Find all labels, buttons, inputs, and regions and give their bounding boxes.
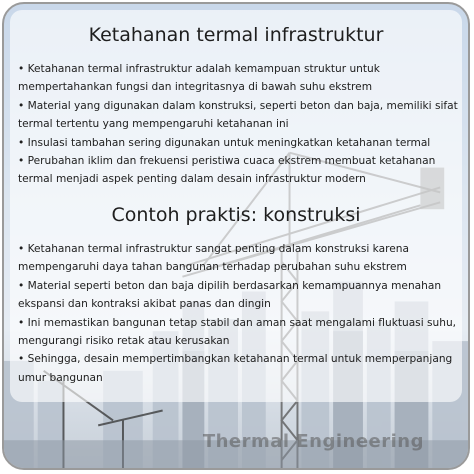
bullet-list-thermal-resistance xyxy=(18,60,458,189)
infographic-card xyxy=(2,2,470,470)
section-title-thermal-resistance: Ketahanan termal infrastruktur xyxy=(88,24,384,46)
list-item: • Sehingga, desain mempertimbangkan ketahanan termal untuk memperpanjang umur bangunan xyxy=(18,353,453,384)
list-item: • Ketahanan termal infrastruktur adalah kemampuan struktur untuk mempertahankan fungsi dan integritasnya di bawah suhu ekstrem xyxy=(18,63,380,94)
section-title-practical-example: Contoh praktis: konstruksi xyxy=(111,204,361,226)
list-item: • Insulasi tambahan sering digunakan untuk meningkatkan ketahanan termal xyxy=(18,136,431,149)
list-item: • Perubahan iklim dan frekuensi peristiwa cuaca ekstrem membuat ketahanan termal menjadi aspek penting dalam desain infrastruktur modern xyxy=(18,155,436,186)
list-item: • Ini memastikan bangunan tetap stabil dan aman saat mengalami fluktuasi suhu, mengurangi risiko retak atau kerusakan xyxy=(18,316,457,348)
list-item: • Material yang digunakan dalam konstruksi, seperti beton dan baja, memiliki sifat termal tertentu yang mempengaruhi ketahanan ini xyxy=(18,99,458,131)
bullet-list-practical-example xyxy=(18,240,458,387)
list-item: • Material seperti beton dan baja dipilih berdasarkan kemampuannya menahan ekspansi dan kontraksi akibat panas dan dingin xyxy=(18,279,442,311)
brand-watermark: Thermal Engineering xyxy=(202,431,424,452)
list-item: • Ketahanan termal infrastruktur sangat penting dalam konstruksi karena mempengaruhi daya tahan bangunan terhadap perubahan suhu ekstrem xyxy=(18,243,409,274)
